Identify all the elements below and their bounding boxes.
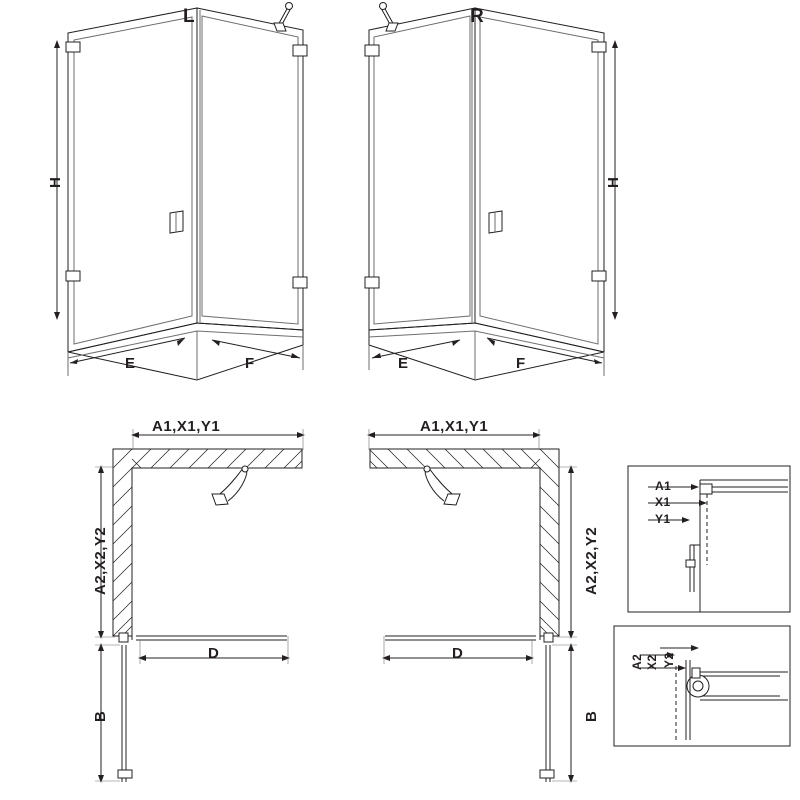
label-height-left: H	[47, 176, 64, 188]
view-left-3d	[54, 3, 307, 381]
label-side-f-left: F	[245, 355, 255, 372]
label-plan-right-side-dim: A2,X2,Y2	[583, 526, 600, 595]
label-plan-left-top-dim: A1,X1,Y1	[152, 418, 221, 435]
label-plan-left-side-dim: A2,X2,Y2	[92, 526, 109, 595]
view-right-3d	[365, 3, 618, 381]
view-left-plan	[95, 429, 305, 783]
label-plan-left-inner-dim: D	[208, 645, 220, 662]
label-height-right: H	[605, 176, 622, 188]
detail-lower	[614, 626, 790, 746]
label-detail-y1: Y1	[655, 512, 671, 526]
label-side-e-left: E	[125, 355, 136, 372]
label-plan-right-door-dim: B	[583, 710, 600, 722]
label-detail-y2: Y2	[662, 652, 676, 668]
label-plan-right-top-dim: A1,X1,Y1	[420, 418, 489, 435]
label-side-e-right: F	[516, 355, 526, 372]
label-plan-right-inner-dim: D	[452, 645, 464, 662]
label-detail-x1: X1	[655, 495, 671, 509]
label-detail-a2: A2	[630, 653, 644, 670]
label-side-f-right: E	[398, 355, 409, 372]
label-right-hand: R	[470, 6, 485, 27]
label-plan-left-door-dim: B	[92, 710, 109, 722]
label-left-hand: L	[183, 6, 196, 27]
label-detail-x2: X2	[645, 654, 659, 670]
view-right-plan	[367, 429, 577, 783]
detail-upper	[628, 466, 790, 612]
label-detail-a1: A1	[655, 479, 672, 493]
